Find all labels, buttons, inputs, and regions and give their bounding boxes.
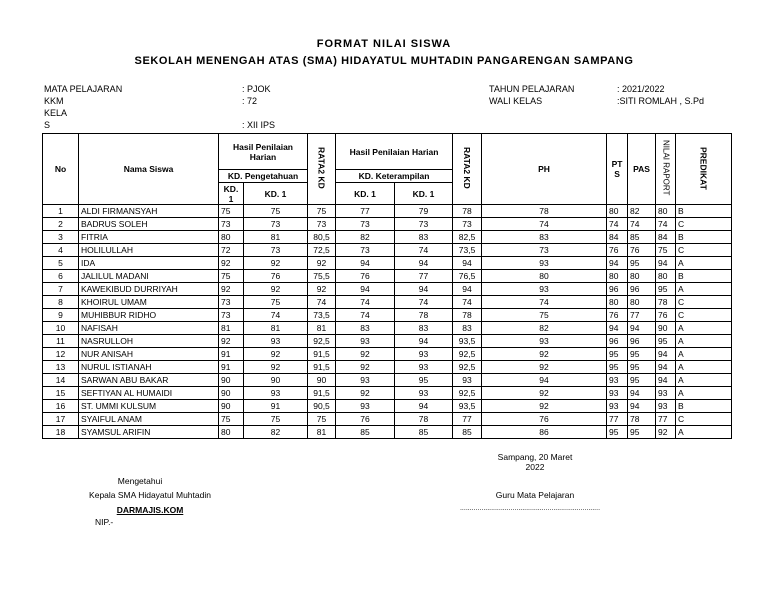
info-left-value: : PJOK (242, 84, 271, 94)
grade-cell: 75,5 (308, 270, 336, 283)
grade-cell: 80 (607, 270, 628, 283)
grade-cell: 92 (219, 283, 244, 296)
grade-cell: 75 (219, 205, 244, 218)
grade-cell: 73 (244, 244, 308, 257)
grade-cell: 75 (244, 296, 308, 309)
grade-cell: 95 (656, 335, 676, 348)
grade-cell: 78 (395, 309, 453, 322)
grade-cell: B (676, 205, 732, 218)
info-left-row (44, 119, 275, 131)
student-name-cell: FITRIA (79, 231, 219, 244)
grade-cell: 80 (219, 426, 244, 439)
grade-cell: 93 (453, 374, 482, 387)
grade-cell: A (676, 361, 732, 374)
grade-cell: 80 (607, 296, 628, 309)
grade-cell: 74 (395, 244, 453, 257)
table-row (43, 348, 732, 361)
grade-cell: 76 (656, 309, 676, 322)
grade-cell: 80 (656, 270, 676, 283)
grade-cell: 95 (656, 283, 676, 296)
col-hph-pengetahuan: Hasil Penilaian Harian (219, 134, 308, 170)
grade-cell: 16 (43, 400, 79, 413)
grade-cell: 75 (482, 309, 607, 322)
grade-cell: C (676, 218, 732, 231)
table-row (43, 413, 732, 426)
grade-cell: 2 (43, 218, 79, 231)
grade-cell: 73 (395, 218, 453, 231)
grade-cell: 7 (43, 283, 79, 296)
grade-cell: 92 (482, 400, 607, 413)
grade-cell: 74 (453, 296, 482, 309)
student-name-cell: ALDI FIRMANSYAH (79, 205, 219, 218)
grade-cell: 81 (244, 231, 308, 244)
grade-cell: 92 (482, 361, 607, 374)
grade-cell: 92 (482, 387, 607, 400)
grade-cell: 73 (482, 244, 607, 257)
col-rata-keterampilan: RATA2 KD (453, 134, 482, 205)
grade-cell: 93 (607, 374, 628, 387)
grade-cell: 93 (607, 387, 628, 400)
info-left-value: : 72 (242, 96, 258, 106)
grade-cell: 76 (336, 270, 395, 283)
student-name-cell: IDA (79, 257, 219, 270)
grade-cell: 73 (219, 296, 244, 309)
grade-cell: 10 (43, 322, 79, 335)
grade-cell: 94 (336, 257, 395, 270)
grade-cell: 90 (219, 387, 244, 400)
grade-cell: 94 (453, 283, 482, 296)
grade-cell: 93 (482, 257, 607, 270)
grade-cell: 81 (308, 426, 336, 439)
grade-cell: 76 (607, 309, 628, 322)
student-name-cell: MUHIBBUR RIDHO (79, 309, 219, 322)
grade-cell: A (676, 348, 732, 361)
grade-cell: 93 (336, 400, 395, 413)
grade-cell: 93 (482, 335, 607, 348)
grade-cell: 95 (628, 361, 656, 374)
grade-cell: 80 (628, 296, 656, 309)
grade-cell: 74 (482, 218, 607, 231)
grade-cell: 92 (336, 361, 395, 374)
col-rapor: NILAI RAPORT (656, 134, 676, 205)
grade-cell: 77 (628, 309, 656, 322)
table-row (43, 244, 732, 257)
student-name-cell: BADRUS SOLEH (79, 218, 219, 231)
grade-cell: A (676, 335, 732, 348)
grade-cell: 84 (607, 231, 628, 244)
grade-cell: 85 (453, 426, 482, 439)
grade-cell: 76 (244, 270, 308, 283)
grade-cell: 75 (219, 270, 244, 283)
grade-cell: 91 (219, 348, 244, 361)
grade-cell: 74 (607, 218, 628, 231)
grade-cell: 92 (656, 426, 676, 439)
grade-cell: 75 (308, 413, 336, 426)
student-name-cell: NUR ANISAH (79, 348, 219, 361)
table-row (43, 231, 732, 244)
grade-cell: 73 (244, 218, 308, 231)
info-right-row (489, 83, 704, 95)
grade-cell: B (676, 270, 732, 283)
col-nama: Nama Siswa (79, 134, 219, 205)
grade-cell: 80 (219, 231, 244, 244)
grade-cell: 8 (43, 296, 79, 309)
info-left-value: : XII IPS (242, 120, 276, 130)
grade-cell: 93,5 (453, 400, 482, 413)
kd1-ket-b: KD. 1 (395, 183, 453, 205)
grade-cell: 95 (607, 348, 628, 361)
grade-cell: 83 (453, 322, 482, 335)
grade-cell: 94 (482, 374, 607, 387)
grade-cell: 74 (656, 218, 676, 231)
grade-cell: 74 (244, 309, 308, 322)
grade-cell: 85 (628, 231, 656, 244)
grade-cell: 78 (395, 413, 453, 426)
place-date: Sampang, 20 Maret 2022 (497, 452, 573, 472)
grade-cell: 77 (336, 205, 395, 218)
info-left-label: KELA (44, 108, 68, 118)
grade-cell: 95 (607, 426, 628, 439)
student-name-cell: HOLILULLAH (79, 244, 219, 257)
student-name-cell: ST. UMMI KULSUM (79, 400, 219, 413)
grade-cell: 92 (244, 283, 308, 296)
grade-cell: 75 (219, 413, 244, 426)
nip-label: NIP.- (95, 517, 114, 527)
table-row (43, 361, 732, 374)
grade-cell: 13 (43, 361, 79, 374)
grade-cell: 81 (308, 322, 336, 335)
grade-cell: C (676, 413, 732, 426)
info-right-label: TAHUN PELAJARAN (489, 84, 575, 94)
grade-cell: 73 (308, 218, 336, 231)
grade-cell: 6 (43, 270, 79, 283)
student-name-cell: SYAIFUL ANAM (79, 413, 219, 426)
kd1-peng-a: KD. 1 (219, 183, 244, 205)
grade-cell: 72 (219, 244, 244, 257)
grade-cell: 78 (453, 309, 482, 322)
grade-cell: 80,5 (308, 231, 336, 244)
grade-cell: 94 (395, 283, 453, 296)
doc-title: FORMAT NILAI SISWA (316, 38, 452, 50)
grade-cell: 79 (395, 205, 453, 218)
grade-cell: 77 (395, 270, 453, 283)
grade-cell: 95 (628, 374, 656, 387)
grade-cell: 93,5 (453, 335, 482, 348)
kd1-peng-b: KD. 1 (244, 183, 308, 205)
grade-cell: 73 (219, 218, 244, 231)
grade-cell: 92 (244, 348, 308, 361)
grade-cell: 91,5 (308, 387, 336, 400)
table-row (43, 387, 732, 400)
col-no: No (43, 134, 79, 205)
grade-cell: A (676, 322, 732, 335)
grade-cell: 11 (43, 335, 79, 348)
grade-cell: 91 (244, 400, 308, 413)
grade-cell: 9 (43, 309, 79, 322)
student-name-cell: NAFISAH (79, 322, 219, 335)
school-name: SEKOLAH MENENGAH ATAS (SMA) HIDAYATUL MUHTADIN PANGARENGAN SAMPANG (134, 55, 634, 67)
grade-cell: 94 (336, 283, 395, 296)
grade-cell: B (676, 231, 732, 244)
grade-cell: 5 (43, 257, 79, 270)
col-ph: PH (482, 134, 607, 205)
grade-cell: 83 (395, 231, 453, 244)
grade-cell: 94 (607, 322, 628, 335)
grade-cell: 95 (628, 426, 656, 439)
grade-cell: 77 (453, 413, 482, 426)
grade-cell: 74 (482, 296, 607, 309)
grade-cell: 76 (628, 244, 656, 257)
table-row (43, 322, 732, 335)
grade-cell: 92,5 (453, 361, 482, 374)
grade-cell: 94 (395, 257, 453, 270)
grade-cell: 15 (43, 387, 79, 400)
grade-cell: C (676, 296, 732, 309)
grade-cell: 92 (244, 257, 308, 270)
grade-cell: 94 (656, 361, 676, 374)
student-name-cell: SYAMSUL ARIFIN (79, 426, 219, 439)
grade-cell: 96 (628, 283, 656, 296)
grade-cell: 92 (308, 283, 336, 296)
grade-cell: 80 (628, 270, 656, 283)
grade-cell: 73 (219, 309, 244, 322)
grade-cell: 91,5 (308, 348, 336, 361)
info-right-value: : 2021/2022 (617, 84, 665, 94)
grade-cell: 90 (244, 374, 308, 387)
grade-cell: A (676, 387, 732, 400)
grade-cell: 82 (628, 205, 656, 218)
grade-cell: 82 (482, 322, 607, 335)
grade-cell: 78 (656, 296, 676, 309)
grade-cell: 93 (656, 400, 676, 413)
kepala-label: Kepala SMA Hidayatul Muhtadin (89, 490, 211, 500)
grade-cell: 95 (395, 374, 453, 387)
kd-keterampilan: KD. Keterampilan (336, 170, 453, 183)
grade-cell: 83 (336, 322, 395, 335)
grade-cell: 93 (395, 348, 453, 361)
grade-cell: 92 (336, 387, 395, 400)
grade-cell: 75 (656, 244, 676, 257)
info-right-label: WALI KELAS (489, 96, 543, 106)
grade-cell: C (676, 244, 732, 257)
grade-cell: 93 (607, 400, 628, 413)
grade-cell: 74 (628, 218, 656, 231)
table-row (43, 257, 732, 270)
grade-cell: 92 (336, 348, 395, 361)
grade-cell: 94 (628, 400, 656, 413)
grade-cell: 85 (336, 426, 395, 439)
info-right-row (489, 95, 704, 107)
grade-cell: 94 (656, 374, 676, 387)
info-left-row (44, 95, 275, 107)
grade-cell: 73 (336, 218, 395, 231)
grade-cell: 82 (336, 231, 395, 244)
grade-cell: 96 (607, 335, 628, 348)
table-row (43, 426, 732, 439)
grade-cell: B (676, 400, 732, 413)
grade-cell: 76 (607, 244, 628, 257)
info-left-row (44, 107, 275, 119)
grade-cell: 78 (453, 205, 482, 218)
grade-cell: 14 (43, 374, 79, 387)
student-name-cell: NURUL ISTIANAH (79, 361, 219, 374)
info-right (489, 83, 704, 107)
grade-cell: 94 (628, 387, 656, 400)
table-row (43, 309, 732, 322)
grade-cell: 93 (336, 335, 395, 348)
grade-cell: 83 (482, 231, 607, 244)
grade-cell: 94 (656, 348, 676, 361)
grade-cell: 92 (244, 361, 308, 374)
grade-cell: 75 (244, 205, 308, 218)
grade-cell: 81 (219, 322, 244, 335)
info-left-label: MATA PELAJARAN (44, 84, 123, 94)
table-row (43, 218, 732, 231)
grade-cell: 18 (43, 426, 79, 439)
col-predikat: PREDIKAT (676, 134, 732, 205)
table-row (43, 296, 732, 309)
grade-cell: 94 (395, 400, 453, 413)
col-rata-pengetahuan: RATA2 KD (308, 134, 336, 205)
info-right-value: :SITI ROMLAH , S.Pd (617, 96, 705, 106)
grade-cell: 91,5 (308, 361, 336, 374)
grade-cell: 93 (244, 335, 308, 348)
grade-cell: 96 (628, 335, 656, 348)
grade-cell: 90 (656, 322, 676, 335)
student-name-cell: SARWAN ABU BAKAR (79, 374, 219, 387)
grade-cell: 4 (43, 244, 79, 257)
grade-cell: 94 (656, 257, 676, 270)
grade-cell: 93 (244, 387, 308, 400)
grade-cell: 74 (395, 296, 453, 309)
head-name: DARMAJIS.KOM (116, 505, 184, 515)
grade-cell: 85 (395, 426, 453, 439)
grade-cell: 93 (395, 361, 453, 374)
grade-cell: 73,5 (453, 244, 482, 257)
student-name-cell: KHOIRUL UMAM (79, 296, 219, 309)
grade-cell: 80 (656, 205, 676, 218)
grade-cell: 94 (453, 257, 482, 270)
grade-cell: 93 (656, 387, 676, 400)
info-left-label: S (44, 120, 51, 130)
grade-cell: 77 (607, 413, 628, 426)
grade-cell: 95 (628, 348, 656, 361)
table-row (43, 400, 732, 413)
info-left-label: KKM (44, 96, 64, 106)
grade-cell: 82 (244, 426, 308, 439)
grade-cell: 92,5 (308, 335, 336, 348)
col-pas: PAS (628, 134, 656, 205)
grade-cell: 90 (308, 374, 336, 387)
student-name-cell: KAWEKIBUD DURRIYAH (79, 283, 219, 296)
grade-cell: A (676, 426, 732, 439)
grade-cell: 76 (336, 413, 395, 426)
grade-cell: 95 (628, 257, 656, 270)
grade-table (42, 133, 732, 439)
student-name-cell: JALILUL MADANI (79, 270, 219, 283)
info-left (44, 83, 275, 131)
table-row (43, 283, 732, 296)
grade-cell: 92 (482, 348, 607, 361)
grade-cell: 78 (482, 205, 607, 218)
grade-cell: 74 (336, 309, 395, 322)
table-row (43, 270, 732, 283)
table-row (43, 335, 732, 348)
grade-cell: 77 (656, 413, 676, 426)
grade-cell: 93 (336, 374, 395, 387)
grade-cell: 92 (308, 257, 336, 270)
grade-cell: 92,5 (453, 387, 482, 400)
grade-cell: A (676, 283, 732, 296)
grade-cell: 75 (308, 205, 336, 218)
grade-cell: 1 (43, 205, 79, 218)
grade-cell: 96 (607, 283, 628, 296)
grade-cell: 76 (482, 413, 607, 426)
grade-cell: 92 (219, 257, 244, 270)
grade-cell: 86 (482, 426, 607, 439)
grade-cell: 92 (219, 335, 244, 348)
grade-cell: 73 (453, 218, 482, 231)
mengetahui-label: Mengetahui (117, 476, 163, 486)
guru-label: Guru Mata Pelajaran (495, 490, 575, 500)
grade-cell: 83 (395, 322, 453, 335)
table-row (43, 205, 732, 218)
grade-cell: 80 (482, 270, 607, 283)
grade-cell: 72,5 (308, 244, 336, 257)
info-left-row (44, 83, 275, 95)
grade-cell: 17 (43, 413, 79, 426)
grade-cell: A (676, 374, 732, 387)
grade-cell: 3 (43, 231, 79, 244)
grade-cell: 73,5 (308, 309, 336, 322)
grade-cell: 90 (219, 400, 244, 413)
kd1-ket-a: KD. 1 (336, 183, 395, 205)
grade-cell: 93 (395, 387, 453, 400)
grade-cell: 82,5 (453, 231, 482, 244)
grade-cell: 81 (244, 322, 308, 335)
grade-cell: 94 (628, 322, 656, 335)
grade-cell: 76,5 (453, 270, 482, 283)
grade-cell: 94 (607, 257, 628, 270)
col-hph-keterampilan: Hasil Penilaian Harian (336, 134, 453, 170)
grade-cell: 92,5 (453, 348, 482, 361)
grade-cell: 75 (244, 413, 308, 426)
grade-cell: C (676, 309, 732, 322)
col-pts: PT S (607, 134, 628, 205)
grade-cell: 90,5 (308, 400, 336, 413)
kd-pengetahuan: KD. Pengetahuan (219, 170, 308, 183)
grade-cell: 93 (482, 283, 607, 296)
grade-cell: 91 (219, 361, 244, 374)
grade-cell: 94 (395, 335, 453, 348)
grade-cell: 80 (607, 205, 628, 218)
grade-cell: A (676, 257, 732, 270)
grade-cell: 73 (336, 244, 395, 257)
grade-cell: 90 (219, 374, 244, 387)
grade-cell: 84 (656, 231, 676, 244)
student-name-cell: NASRULLOH (79, 335, 219, 348)
grade-cell: 74 (308, 296, 336, 309)
grade-cell: 12 (43, 348, 79, 361)
grade-cell: 78 (628, 413, 656, 426)
student-name-cell: SEFTIYAN AL HUMAIDI (79, 387, 219, 400)
signature-line: ........................................................................ (459, 505, 601, 512)
table-row (43, 374, 732, 387)
grade-cell: 95 (607, 361, 628, 374)
grade-cell: 74 (336, 296, 395, 309)
